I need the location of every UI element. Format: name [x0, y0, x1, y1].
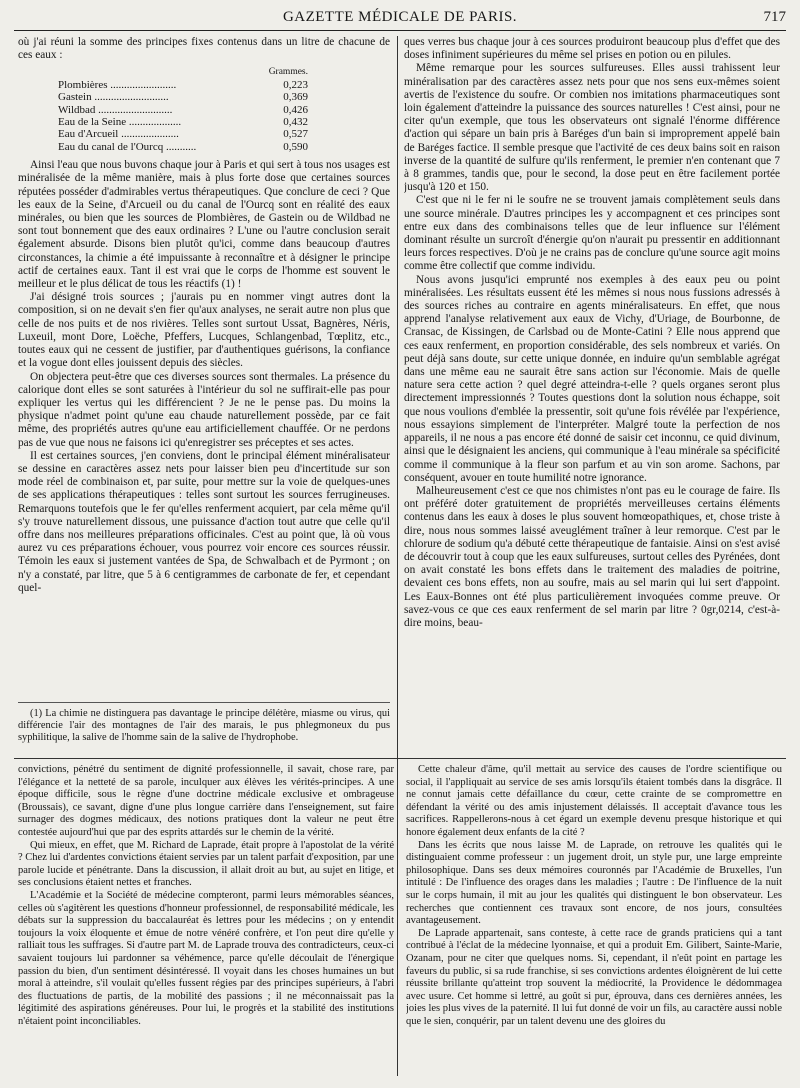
page-number: 717: [763, 9, 786, 25]
paragraph: ques verres bus chaque jour à ces sources produiront beaucoup plus d'effet que des doses infiniment supérieures du même sel prises en potion ou en pilules.: [404, 36, 780, 62]
paragraph: Qui mieux, en effet, que M. Richard de Laprade, était propre à l'apostolat de la vérité ? Chez lui d'ardentes convictions étaient servies par un talent parfait d'exposition, par une parole lucide et pénétrante. Dans la discussion, il allait droit au but, au sujet en litige, et ses conclusions étaient nettes et franches.: [18, 839, 394, 889]
intro-paragraph: où j'ai réuni la somme des principes fixes contenus dans un litre de chacune de ces eaux :: [18, 36, 390, 62]
table-row: Eau d'Arcueil ..................... 0,527: [58, 128, 308, 141]
paragraph: convictions, pénétré du sentiment de dignité professionnelle, il savait, chose rare, par l'élégance et la netteté de sa parole, inculquer aux élèves les vérités-principes. A une époque difficile, sous le règne d'une doctrine médicale exclusive et ombrageuse (Broussais), ce savant, digne d'une plus longue carrière dans l'enseignement, sut faire surnager des dogmes médicaux, des notions pratiques dont la valeur ne peut être contestée aujourd'hui que par des esprits attardés sur le chemin de la vérité.: [18, 764, 394, 838]
table-row: Eau de la Seine ................... 0,432: [58, 116, 308, 129]
section-divider: [14, 758, 786, 759]
paragraph: Il est certaines sources, j'en conviens, dont le principal élément minéralisateur se dessine en caractères assez nets pour laisser bien peu d'incertitude sur son mode réel de combinaison et, par suite, pour mettre sur la voie de quelques-unes de ses applications thérapeutiques : telles sont surtout les sources ferrugineuses. Remarquons toutefois que le fer qu'elles renferment acquiert, par cela même qu'il s'y trouve naturellement dissous, une puissance d'action tout autre que celle qu'il offre dans nos meilleures préparations officinales. C'est au point que, là où vous aurez vu ces préparations échouer, vous pourrez voir encore ces sources réussir. Témoin les eaux si justement vantées de Spa, de Schwalbach et de Pyrmont ; on n'y a constaté, par litre, que 5 à 6 centigrammes de carbonate de fer, et cependant quel-: [18, 449, 390, 594]
paragraph: Ainsi l'eau que nous buvons chaque jour à Paris et qui sert à tous nos usages est minéralisée de la même manière, mais à plus forte dose que certaines sources réputées posséder d'admirables vertus thérapeutiques. Que conclure de ceci ? Que les eaux de la Seine, d'Arcueil ou du canal de l'Ourcq sont en réalité des eaux minérales, ou bien que les sources de Plombières, de Gastein ou de Wildbad ne sont tout bonnement que des eaux ordinaires ? L'une ou l'autre conclusion serait également absurde. Disons bien plutôt qu'ici, comme dans beaucoup d'autres circonstances, la chimie a été impuissante à reconnaître et à désigner le principe actif de certaines eaux. Tant il est vrai que le corps de l'homme est souvent le meilleur et le plus délicat de tous les réactifs (1) !: [18, 159, 390, 291]
paragraph: J'ai désigné trois sources ; j'aurais pu en nommer vingt autres dont la composition, si on ne devait s'en fier qu'aux analyses, ne serait autre non plus que celle de nos puits et de nos rivières. Telles sont surtout Ussat, Bagnères, Néris, Luxeuil, mont Dore, Loëche, Pfeffers, Lucques, Schlangenbad, Tœplitz, etc., toutes eaux qui ne cessent de justifier, par d'authentiques guérisons, la confiance et la vogue dont elles jouissent depuis des siècles.: [18, 291, 390, 370]
bottom-right-column: [406, 764, 782, 1082]
footnote: [18, 708, 390, 745]
paragraph: Malheureusement c'est ce que nos chimistes n'ont pas eu le courage de faire. Ils ont préféré doter gratuitement de propriétés merveilleuses certains éléments contenus dans les eaux à doses le plus souvent homœopathiques, et, chose triste à dire, nous nous sommes laissé aveuglément traîner à leur remorque. C'est par le chlorure de sodium qu'a débuté cette thérapeutique de fantaisie. Ainsi on s'est avisé de découvrir tout à coup que les eaux sulfureuses, surtout celles des Pyrénées, dont on avait constaté les bons effets dans le traitement des maladies de poitrine, devaient ces bons effets, non au soufre, mais au sel marin qui lui sert d'appoint. Les Eaux-Bonnes ont été plus particulièrement invoquées comme preuve. Or savez-vous ce que ces eaux renferment de sel marin par litre ? 0gr,0214, c'est-à-dire moins, beau-: [404, 484, 780, 629]
paragraph: Nous avons jusqu'ici emprunté nos exemples à des eaux peu ou point minéralisées. Les résultats eussent été les mêmes si nous nous fussions adressés à des sources riches au contraire en agents minéralisateurs. En effet, que nous apprend l'analyse relativement aux eaux de Vichy, d'Uriage, de Bourbonne, de Cransac, de Kissingen, de Carlsbad ou de Monte-Catini ? Elle nous apprend que ces eaux renferment, en proportion considérable, des sels nombreux et variés. On peut déjà sans doute, sur cette unique donnée, en induire qu'un semblable agrégat dans une même eau ne saurait être sans action sur l'économie. Mais de quelle nature sera cette action ? quel degré atteindra-t-elle ? quels organes seront plus directement impressionnés ? Toutes questions dont la solution nous échappe, soit que nous voulions d'emblée la pressentir, soit qu'une fois révélée par l'expérience, nous essayions simplement de l'interpréter. Malgré toute la perfection de nos appareils, il ne nous a pas encore été donné de saisir cet inconnu, ce quid divinum, ainsi que le désignaient les anciens, qui communique à l'eau minérale sa spécificité comme il communique à la fleur son parfum et au vin son arome. Sachons, par conséquent, avouer en toute humilité notre ignorance.: [404, 273, 780, 484]
paragraph: De Laprade appartenait, sans conteste, à cette race de grands praticiens qui a tant contribué à l'éclat de la médecine lyonnaise, et qui a produit Em. Gilibert, Sainte-Marie, Ozanam, pour ne citer que quelques noms. Si, cependant, il n'eût point en partage les faveurs du public, si sa rude franchise, si ses convictions ardentes éloignèrent de lui cette réussite brillante qu'atteint trop souvent la médiocrité, la Providence le dédommagea avec usure. Cet homme si lettré, au goût si pur, éprouva, dans ces dernières années, les joies les plus vives de la paternité. Il lui fut donné de voir un fils, au caractère aussi noble que le sien, conquérir, par un talent devenu une des gloires du: [406, 927, 782, 1027]
top-right-column: [404, 36, 780, 756]
table-row: Gastein ........................... 0,369: [58, 91, 308, 104]
mineral-water-table: [58, 66, 308, 153]
table-row: Plombières ........................ 0,223: [58, 78, 308, 91]
column-divider: [397, 36, 398, 1076]
table-unit: Grammes.: [268, 67, 308, 78]
top-left-column: [18, 36, 390, 701]
footnote-text: (1) La chimie ne distinguera pas davantage le principe délétère, miasme ou virus, qui différencie l'air des montagnes de l'air des marais, le pus phlegmoneux du pus syphilitique, la salive de l'homme sain de la salive de l'hydrophobe.: [18, 708, 390, 744]
paragraph: On objectera peut-être que ces diverses sources sont thermales. La présence du calorique dont elles se sont saturées à l'intérieur du sol ne suffirait-elle pas pour expliquer les vertus qui les différencient ? Je ne le pense pas. Du moins la physique n'admet point qu'une eau chaude naturellement possède, par ce fait même, des propriétés autres qu'une eau artificiellement chauffée. Or ne perdons pas de vue que nous ne faisons ici qu'enregistrer ses préceptes et ses actes.: [18, 370, 390, 449]
paragraph: Dans les écrits que nous laisse M. de Laprade, on retrouve les qualités qui le distinguaient comme professeur : un jugement droit, un style pur, une large empreinte philosophique. Dans ses deux mémoires couronnés par l'Académie de Bruxelles, l'un intitulé : De l'influence des orages dans les maladies ; l'autre : De l'influence de la nuit sur le corps humain, il mit au jour les qualités qui distinguent le bon observateur. Les recherches que contiennent ces travaux sont encore, de nos jours, consultées avantageusement.: [406, 839, 782, 927]
paragraph: Cette chaleur d'âme, qu'il mettait au service des causes de l'ordre scientifique ou social, il l'appliquait au service de ses amis lorsqu'ils étaient tombés dans la disgrâce. Il ne connut jamais cette défaillance du cœur, cette crainte de se compromettre en défendant la vérité ou des amis injustement délaissés. Il acceptait d'avance tous les sacrifices. Rappellerons-nous à cet égard un exemple devenu presque historique et qui honore également deux enfants de la cité ?: [406, 764, 782, 838]
bottom-left-column: [18, 764, 394, 1082]
paragraph: C'est que ni le fer ni le soufre ne se trouvent jamais complètement seuls dans une source minérale. D'autres principes les y accompagnent et ces principes sont entre eux dans des combinaisons telles que de leur influence sur l'élément dominant résulte un surcroît d'énergie qu'on n'aurait pu pressentir en additionnant leurs forces respectives. D'où je ne crains pas de conclure qu'une source agit moins comme être collectif que comme individu.: [404, 194, 780, 273]
footnote-rule: [18, 702, 390, 703]
paragraph: L'Académie et la Société de médecine compteront, parmi leurs mémorables séances, celles où s'agitèrent les questions d'honneur professionnel, de responsabilité médicale, les débats sur la suppression du baccalauréat ès lettres pour les médecins ; on y entendit toujours la voix éloquente et émue de notre vénéré confrère, et l'on peut dire qu'elle y ralliait tous les suffrages. Si d'autre part M. de Laprade trouva des contradicteurs, ceux-ci savaient toujours lui pardonner sa véhémence, parce qu'elle découlait de l'énergique passion du bien, d'un sentiment désintéressé. Il voyait dans les choses humaines un but moral à atteindre, s'il voulait qu'elles fussent régies par des principes supérieurs, à l'abri des fluctuations de partis, de la mobilité des passions ; il ne méconnaissait pas la légitimité des aspirations généreuses. Pour lui, le progrès et la stabilité des institutions n'étaient point inconciliables.: [18, 889, 394, 1027]
table-row: Eau du canal de l'Ourcq ........... 0,590: [58, 140, 308, 153]
journal-title: GAZETTE MÉDICALE DE PARIS.: [282, 9, 518, 25]
page-header: [14, 6, 786, 31]
paragraph: Même remarque pour les sources sulfureuses. Elles aussi trahissent leur minéralisation par des caractères assez nets pour que nos sens eux-mêmes soient avertis de l'existence du soufre. Or combien nos imitations pharmaceutiques sont loin également d'atteindre la puissance des sources naturelles ! C'est ainsi, pour ne citer qu'un exemple, que tous les observateurs ont signalé l'énorme différence d'action qui sépare un bain pris à Baréges d'un bain si improprement appelé bain de Baréges factice. Il semble presque que l'activité de ces deux bains soit en raison inverse de la quantité de sulfure qu'ils renferment, le premier n'en contenant que 7 à 8 grammes, tandis que, pour le second, la dose peut en être facilement portée jusqu'à 120 et 150.: [404, 62, 780, 194]
table-row: Wildbad ........................... 0,426: [58, 103, 308, 116]
